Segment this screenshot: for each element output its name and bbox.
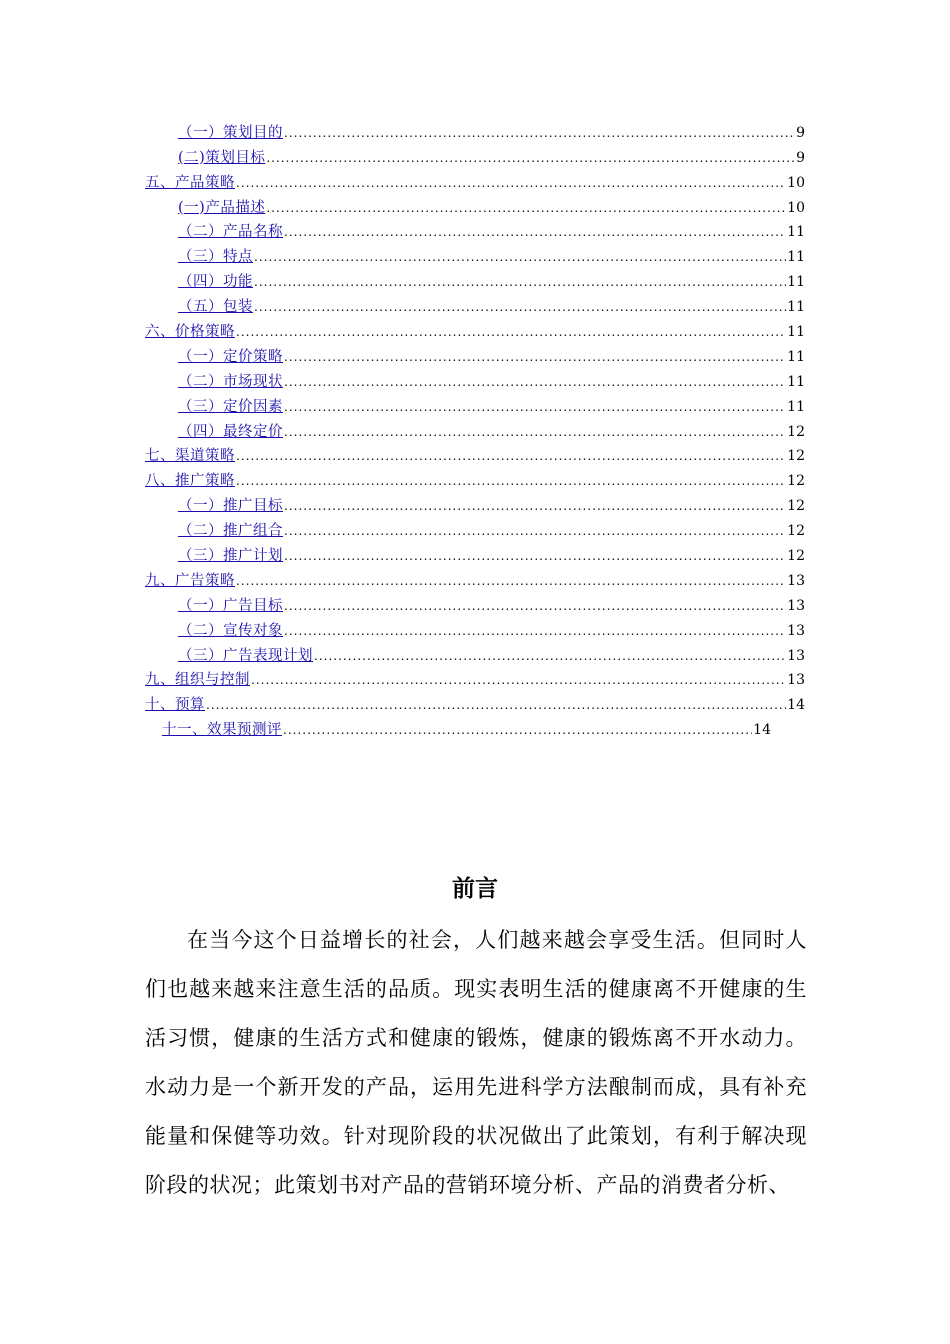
toc-leader-dots	[284, 223, 786, 241]
toc-entry-link[interactable]: 五、产品策略	[145, 174, 235, 191]
toc-entry-link[interactable]: （一）推广目标	[178, 498, 283, 515]
toc-entry-link[interactable]: （五）包装	[178, 299, 253, 316]
toc-page-number: 9	[796, 149, 805, 166]
toc-leader-dots	[284, 348, 786, 366]
toc-entry[interactable]	[145, 515, 805, 540]
toc-entry-link[interactable]: （四）功能	[178, 274, 253, 291]
toc-entry[interactable]	[145, 316, 805, 341]
toc-leader-dots	[251, 671, 786, 689]
toc-entry[interactable]	[145, 142, 805, 167]
toc-page-number: 10	[787, 174, 805, 191]
toc-leader-dots	[254, 273, 786, 291]
toc-page-number: 11	[787, 348, 805, 365]
toc-page-number: 9	[796, 124, 805, 141]
toc-entry[interactable]	[145, 689, 805, 714]
toc-entry-link[interactable]: （二）推广组合	[178, 523, 283, 540]
toc-page-number: 13	[787, 572, 805, 589]
toc-leader-dots	[284, 373, 786, 391]
toc-entry-link[interactable]: 八、推广策略	[145, 473, 235, 490]
toc-page-number: 12	[787, 523, 805, 540]
toc-leader-dots	[284, 124, 795, 142]
toc-entry[interactable]	[145, 341, 805, 366]
toc-entry-link[interactable]: 七、渠道策略	[145, 448, 235, 465]
toc-entry[interactable]	[145, 441, 805, 466]
toc-page-number: 12	[787, 498, 805, 515]
toc-entry-link[interactable]: 十、预算	[145, 697, 205, 714]
toc-entry-link[interactable]: 十一、效果预测评	[162, 722, 282, 739]
toc-page-number: 11	[787, 299, 805, 316]
toc-entry[interactable]	[145, 590, 805, 615]
toc-leader-dots	[284, 597, 786, 615]
toc-entry-link[interactable]: （一）策划目的	[178, 124, 283, 141]
toc-leader-dots	[206, 696, 786, 714]
toc-page-number: 11	[787, 224, 805, 241]
toc-entry[interactable]	[145, 391, 805, 416]
toc-page-number: 12	[787, 473, 805, 490]
toc-leader-dots	[236, 447, 786, 465]
toc-entry-link[interactable]: 六、价格策略	[145, 324, 235, 341]
toc-leader-dots	[236, 572, 786, 590]
toc-entry[interactable]	[145, 217, 805, 242]
toc-entry[interactable]	[145, 665, 805, 690]
toc-page-number: 11	[787, 324, 805, 341]
toc-entry-link[interactable]: 九、广告策略	[145, 572, 235, 589]
toc-leader-dots	[236, 174, 786, 192]
toc-entry-link[interactable]: (二)策划目标	[178, 149, 266, 166]
toc-page-number: 13	[787, 597, 805, 614]
toc-page-number: 11	[787, 398, 805, 415]
toc-page-number: 12	[787, 448, 805, 465]
toc-entry-link[interactable]: (一)产品描述	[178, 199, 266, 216]
toc-page-number: 12	[787, 548, 805, 565]
toc-entry[interactable]	[145, 167, 805, 192]
toc-leader-dots	[284, 398, 786, 416]
toc-entry-link[interactable]: （一）定价策略	[178, 348, 283, 365]
toc-page-number: 13	[787, 622, 805, 639]
toc-leader-dots	[284, 547, 786, 565]
toc-entry[interactable]	[145, 640, 805, 665]
toc-page-number: 12	[787, 423, 805, 440]
toc-entry[interactable]	[145, 192, 805, 217]
toc-entry[interactable]	[145, 714, 788, 739]
toc-entry[interactable]	[145, 565, 805, 590]
toc-page-number: 13	[787, 672, 805, 689]
toc-page-number: 14	[753, 722, 771, 739]
toc-leader-dots	[266, 149, 795, 167]
toc-page-number: 11	[787, 249, 805, 266]
toc-page-number: 11	[787, 274, 805, 291]
preface-title: 前言	[452, 876, 498, 902]
toc-entry[interactable]	[145, 117, 805, 142]
toc-page-number: 10	[787, 199, 805, 216]
toc-entry[interactable]	[145, 490, 805, 515]
toc-leader-dots	[314, 647, 786, 665]
toc-entry[interactable]	[145, 416, 805, 441]
toc-entry-link[interactable]: （四）最终定价	[178, 423, 283, 440]
toc-entry-link[interactable]: （二）宣传对象	[178, 622, 283, 639]
toc-entry-link[interactable]: （一）广告目标	[178, 597, 283, 614]
toc-entry[interactable]	[145, 465, 805, 490]
toc-entry-link[interactable]: （三）广告表现计划	[178, 647, 313, 664]
toc-leader-dots	[284, 497, 786, 515]
preface-body: 在当今这个日益增长的社会，人们越来越会享受生活。但同时人们也越来越来注意生活的品质。现实表明生活的健康离不开健康的生活习惯，健康的生活方式和健康的锻炼，健康的锻炼离不开水动力。水动力是一个新开发的产品，运用先进科学方法酿制而成，具有补充能量和保健等功效。针对现阶段的状况做出了此策划，有利于解决现阶段的状况；此策划书对产品的营销环境分析、产品的消费者分析、	[145, 928, 807, 1197]
toc-entry[interactable]	[145, 266, 805, 291]
toc-entry[interactable]	[145, 615, 805, 640]
toc-entry-link[interactable]: （三）推广计划	[178, 548, 283, 565]
toc-page-number: 11	[787, 373, 805, 390]
toc-leader-dots	[236, 472, 786, 490]
toc-entry[interactable]	[145, 291, 805, 316]
table-of-contents	[145, 117, 805, 739]
toc-entry[interactable]	[145, 540, 805, 565]
toc-page-number: 13	[787, 647, 805, 664]
toc-leader-dots	[236, 323, 786, 341]
toc-entry[interactable]	[145, 366, 805, 391]
toc-leader-dots	[266, 199, 786, 217]
toc-entry[interactable]	[145, 241, 805, 266]
toc-entry-link[interactable]: （三）特点	[178, 249, 253, 266]
toc-leader-dots	[284, 423, 786, 441]
toc-leader-dots	[284, 522, 786, 540]
toc-entry-link[interactable]: （三）定价因素	[178, 398, 283, 415]
toc-page-number: 14	[787, 697, 805, 714]
toc-leader-dots	[254, 298, 786, 316]
toc-entry-link[interactable]: （二）市场现状	[178, 373, 283, 390]
toc-leader-dots	[254, 248, 786, 266]
toc-leader-dots	[283, 721, 752, 739]
toc-leader-dots	[284, 622, 786, 640]
toc-entry-link[interactable]: （二）产品名称	[178, 224, 283, 241]
toc-entry-link[interactable]: 九、组织与控制	[145, 672, 250, 689]
